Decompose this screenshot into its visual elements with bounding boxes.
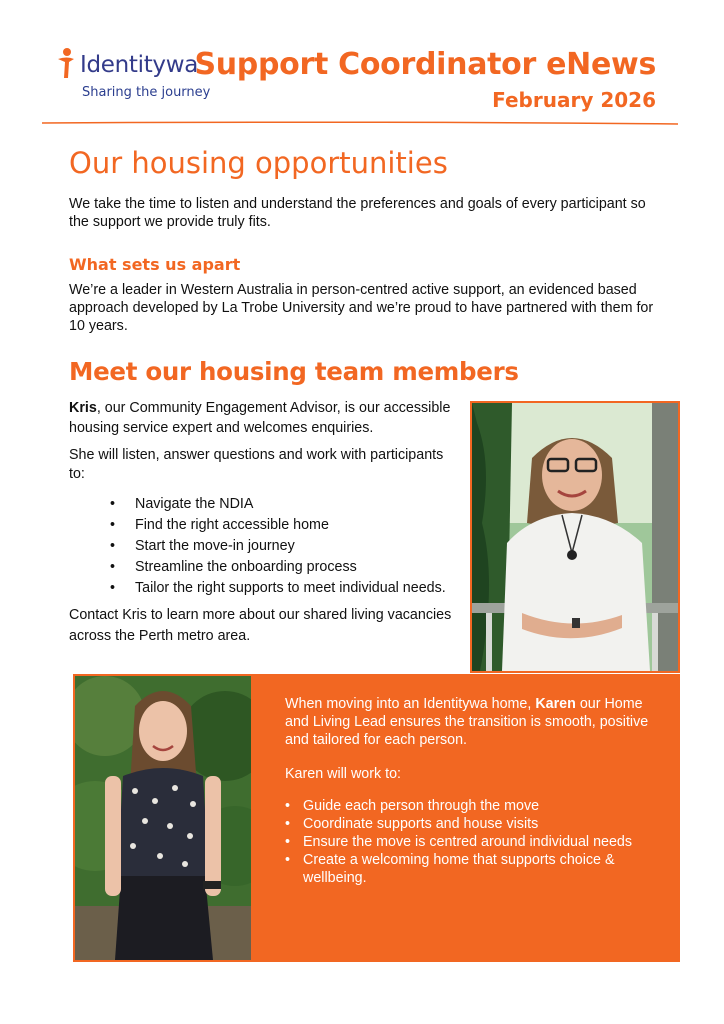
about-paragraph: We’re a leader in Western Australia in person-centred active support, an evidenced based approach developed by La Trobe University and we’re proud to have partnered with them for 10 years. [69,282,654,334]
karen-lead: Karen will work to: [285,766,402,782]
kris-intro [69,398,469,438]
karen-intro-text: When moving into an Identitywa home, [285,696,536,712]
kris-task-list [110,494,446,599]
list-item: • Streamline the onboarding process [110,557,446,578]
list-item: • Coordinate supports and house visits [285,815,665,833]
newsletter-date: February 2026 [492,88,656,112]
list-item: • Create a welcoming home that supports choice & wellbeing. [285,851,665,887]
kris-intro-text: , our Community Engagement Advisor, is our accessible housing service expert and welcomes enquiries. [69,400,451,436]
newsletter-title: Support Coordinator eNews [194,47,656,82]
list-item: • Navigate the NDIA [110,494,446,515]
page-title: Our housing opportunities [69,146,448,180]
karen-intro [285,695,665,749]
list-item: • Ensure the move is centred around individual needs [285,833,665,851]
list-item: • Start the move-in journey [110,536,446,557]
list-item: • Guide each person through the move [285,797,665,815]
section-subheading: What sets us apart [69,255,241,274]
intro-paragraph: We take the time to listen and understand the preferences and goals of every participant so the support we provide truly fits. [69,196,646,230]
brand-tagline: Sharing the journey [82,85,211,100]
karen-intro-text: our Home and Living Lead ensures the transition is smooth, positive and tailored for each person. [285,696,649,748]
kris-contact: Contact Kris to learn more about our shared living vacancies across the Perth metro area. [69,607,452,644]
logo-icon [55,47,77,81]
karen-task-list [285,797,665,887]
karen-photo [73,674,253,962]
karen-name: Karen [535,696,576,712]
brand-name: Identitywa [80,52,199,78]
team-heading: Meet our housing team members [69,357,519,386]
kris-lead: She will listen, answer questions and work with participants to: [69,447,444,482]
kris-photo [470,401,680,673]
list-item: • Tailor the right supports to meet individual needs. [110,578,446,599]
list-item: • Find the right accessible home [110,515,446,536]
kris-name: Kris [69,400,97,416]
